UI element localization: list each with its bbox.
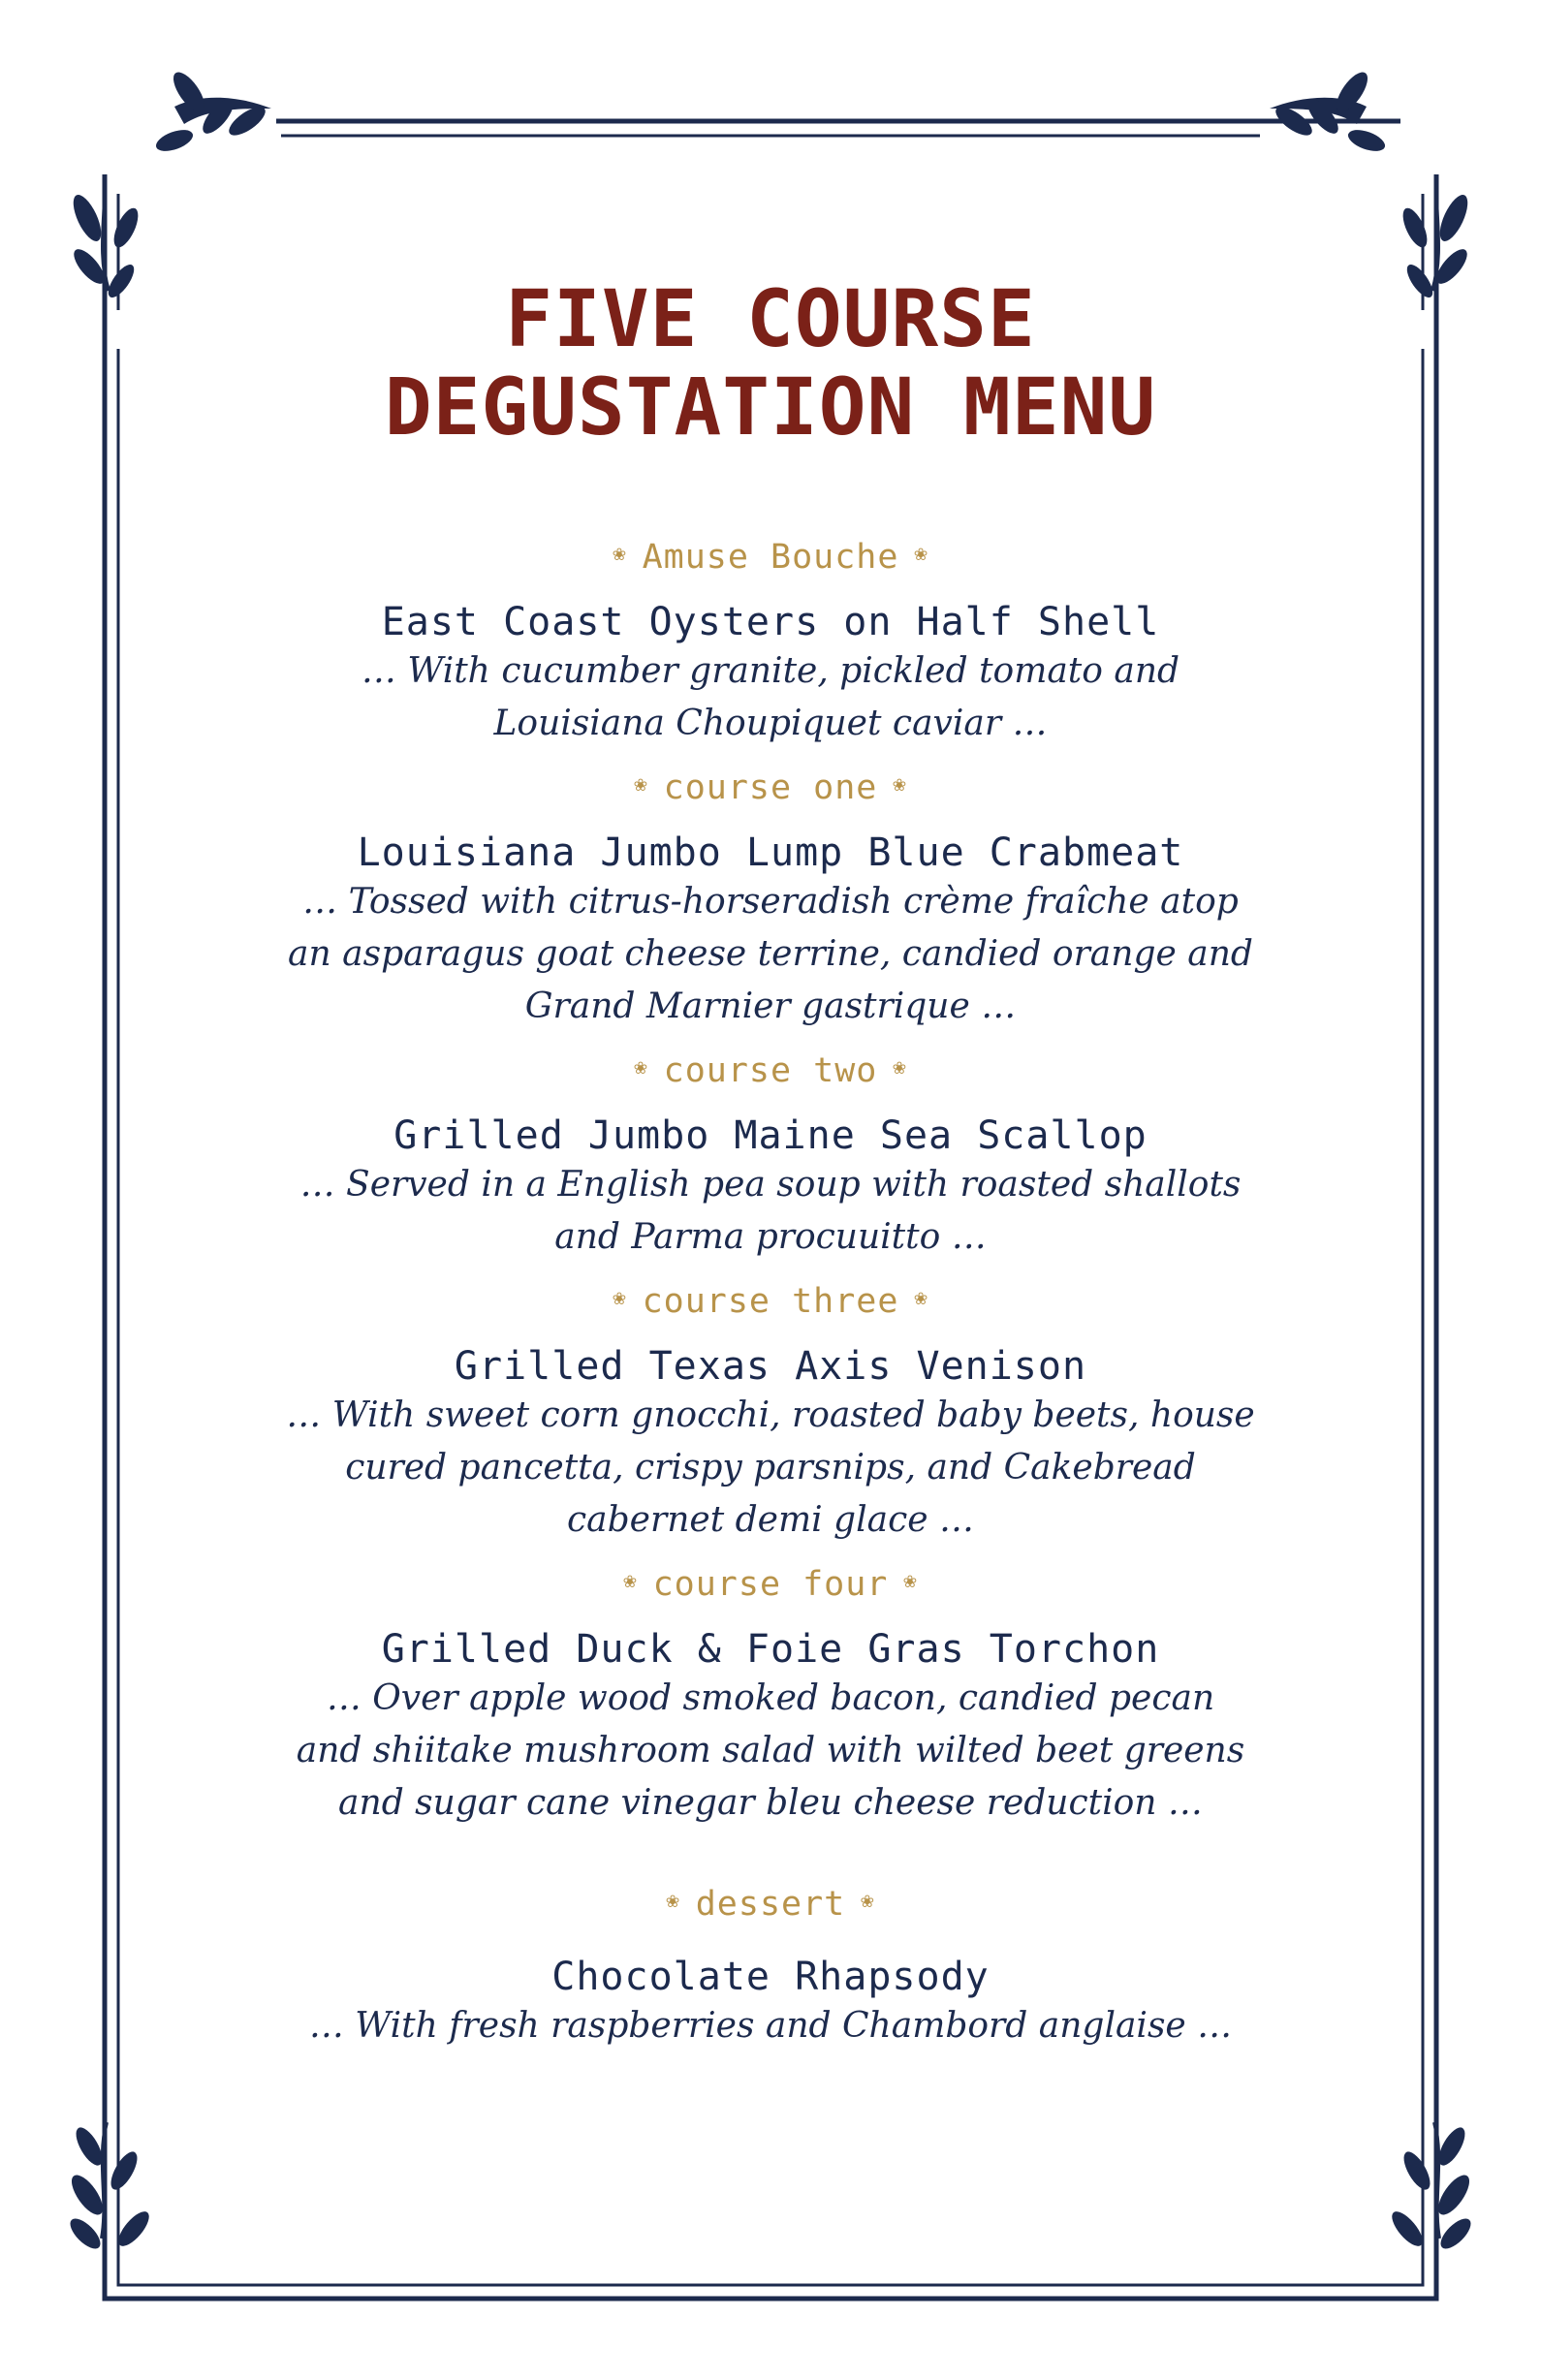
dish-description xyxy=(0,876,1541,1033)
course-label-text: course four xyxy=(652,1565,889,1604)
menu-title-line2: DEGUSTATION MENU xyxy=(384,362,1157,454)
dish-description xyxy=(0,645,1541,750)
bottom-left-leaf-ornament xyxy=(65,2122,154,2254)
top-left-leaf-ornament xyxy=(68,68,271,301)
course-label-text: course two xyxy=(663,1051,878,1090)
dish-description xyxy=(0,1390,1541,1547)
dish-description-line: cabernet demi glace … xyxy=(567,1500,974,1540)
dish-description-line: … With fresh raspberries and Chambord anglaise … xyxy=(308,2006,1233,2046)
dish-description-line: Grand Marnier gastrique … xyxy=(524,986,1017,1026)
dish-description xyxy=(0,2000,1541,2052)
flower-ornament-icon: ❀ xyxy=(914,542,928,566)
dish-description-line: … With cucumber granite, pickled tomato and xyxy=(361,651,1180,691)
course-three xyxy=(0,1282,1541,1547)
dish-description-line: … With sweet corn gnocchi, roasted baby beets, house xyxy=(286,1395,1255,1435)
dish-description-line: an asparagus goat cheese terrine, candied orange and xyxy=(288,934,1253,974)
dish-name: Grilled Jumbo Maine Sea Scallop xyxy=(393,1113,1148,1158)
menu-title xyxy=(0,276,1541,453)
top-right-leaf-ornament xyxy=(1270,68,1473,301)
flower-ornament-icon: ❀ xyxy=(903,1569,918,1593)
course-amuse-bouche xyxy=(0,538,1541,750)
course-label-text: dessert xyxy=(695,1885,846,1924)
course-label xyxy=(0,1565,1541,1605)
dish-description-line: and Parma procuuitto … xyxy=(554,1217,987,1257)
course-two xyxy=(0,1051,1541,1264)
dish-description-line: cured pancetta, crispy parsnips, and Cakebread xyxy=(345,1448,1196,1488)
flower-ornament-icon: ❀ xyxy=(613,542,627,566)
course-label xyxy=(0,538,1541,578)
menu-title-line1: FIVE COURSE xyxy=(505,274,1036,365)
flower-ornament-icon: ❀ xyxy=(634,1055,648,1080)
flower-ornament-icon: ❀ xyxy=(893,1055,907,1080)
dish-name: Chocolate Rhapsody xyxy=(551,1955,990,1999)
dish-name: East Coast Oysters on Half Shell xyxy=(381,600,1160,644)
flower-ornament-icon: ❀ xyxy=(666,1889,680,1913)
dish-description-line: Louisiana Choupiquet caviar … xyxy=(493,704,1048,743)
course-label-text: course three xyxy=(642,1282,899,1321)
dish-description xyxy=(0,1673,1541,1830)
dish-description-line: and shiitake mushroom salad with wilted beet greens xyxy=(296,1731,1245,1770)
dish-description-line: … Served in a English pea soup with roasted shallots xyxy=(299,1165,1242,1205)
bottom-right-leaf-ornament xyxy=(1387,2122,1476,2254)
course-label xyxy=(0,1282,1541,1322)
flower-ornament-icon: ❀ xyxy=(623,1569,638,1593)
flower-ornament-icon: ❀ xyxy=(861,1889,875,1913)
dish-name: Grilled Texas Axis Venison xyxy=(454,1344,1087,1389)
course-dessert xyxy=(0,1885,1541,2052)
dish-description xyxy=(0,1159,1541,1264)
flower-ornament-icon: ❀ xyxy=(613,1286,627,1310)
course-four xyxy=(0,1565,1541,1830)
course-label xyxy=(0,768,1541,808)
flower-ornament-icon: ❀ xyxy=(914,1286,928,1310)
course-label-text: course one xyxy=(663,768,878,807)
course-label xyxy=(0,1885,1541,1925)
course-label xyxy=(0,1051,1541,1091)
dish-description-line: and sugar cane vinegar bleu cheese reduction … xyxy=(338,1783,1203,1823)
dish-name: Grilled Duck & Foie Gras Torchon xyxy=(381,1627,1160,1672)
course-one xyxy=(0,768,1541,1033)
flower-ornament-icon: ❀ xyxy=(893,772,907,797)
dish-description-line: … Over apple wood smoked bacon, candied pecan xyxy=(326,1678,1215,1718)
dish-description-line: … Tossed with citrus-horseradish crème fraîche atop xyxy=(302,882,1239,922)
flower-ornament-icon: ❀ xyxy=(634,772,648,797)
course-label-text: Amuse Bouche xyxy=(642,538,899,577)
dish-name: Louisiana Jumbo Lump Blue Crabmeat xyxy=(357,830,1184,875)
